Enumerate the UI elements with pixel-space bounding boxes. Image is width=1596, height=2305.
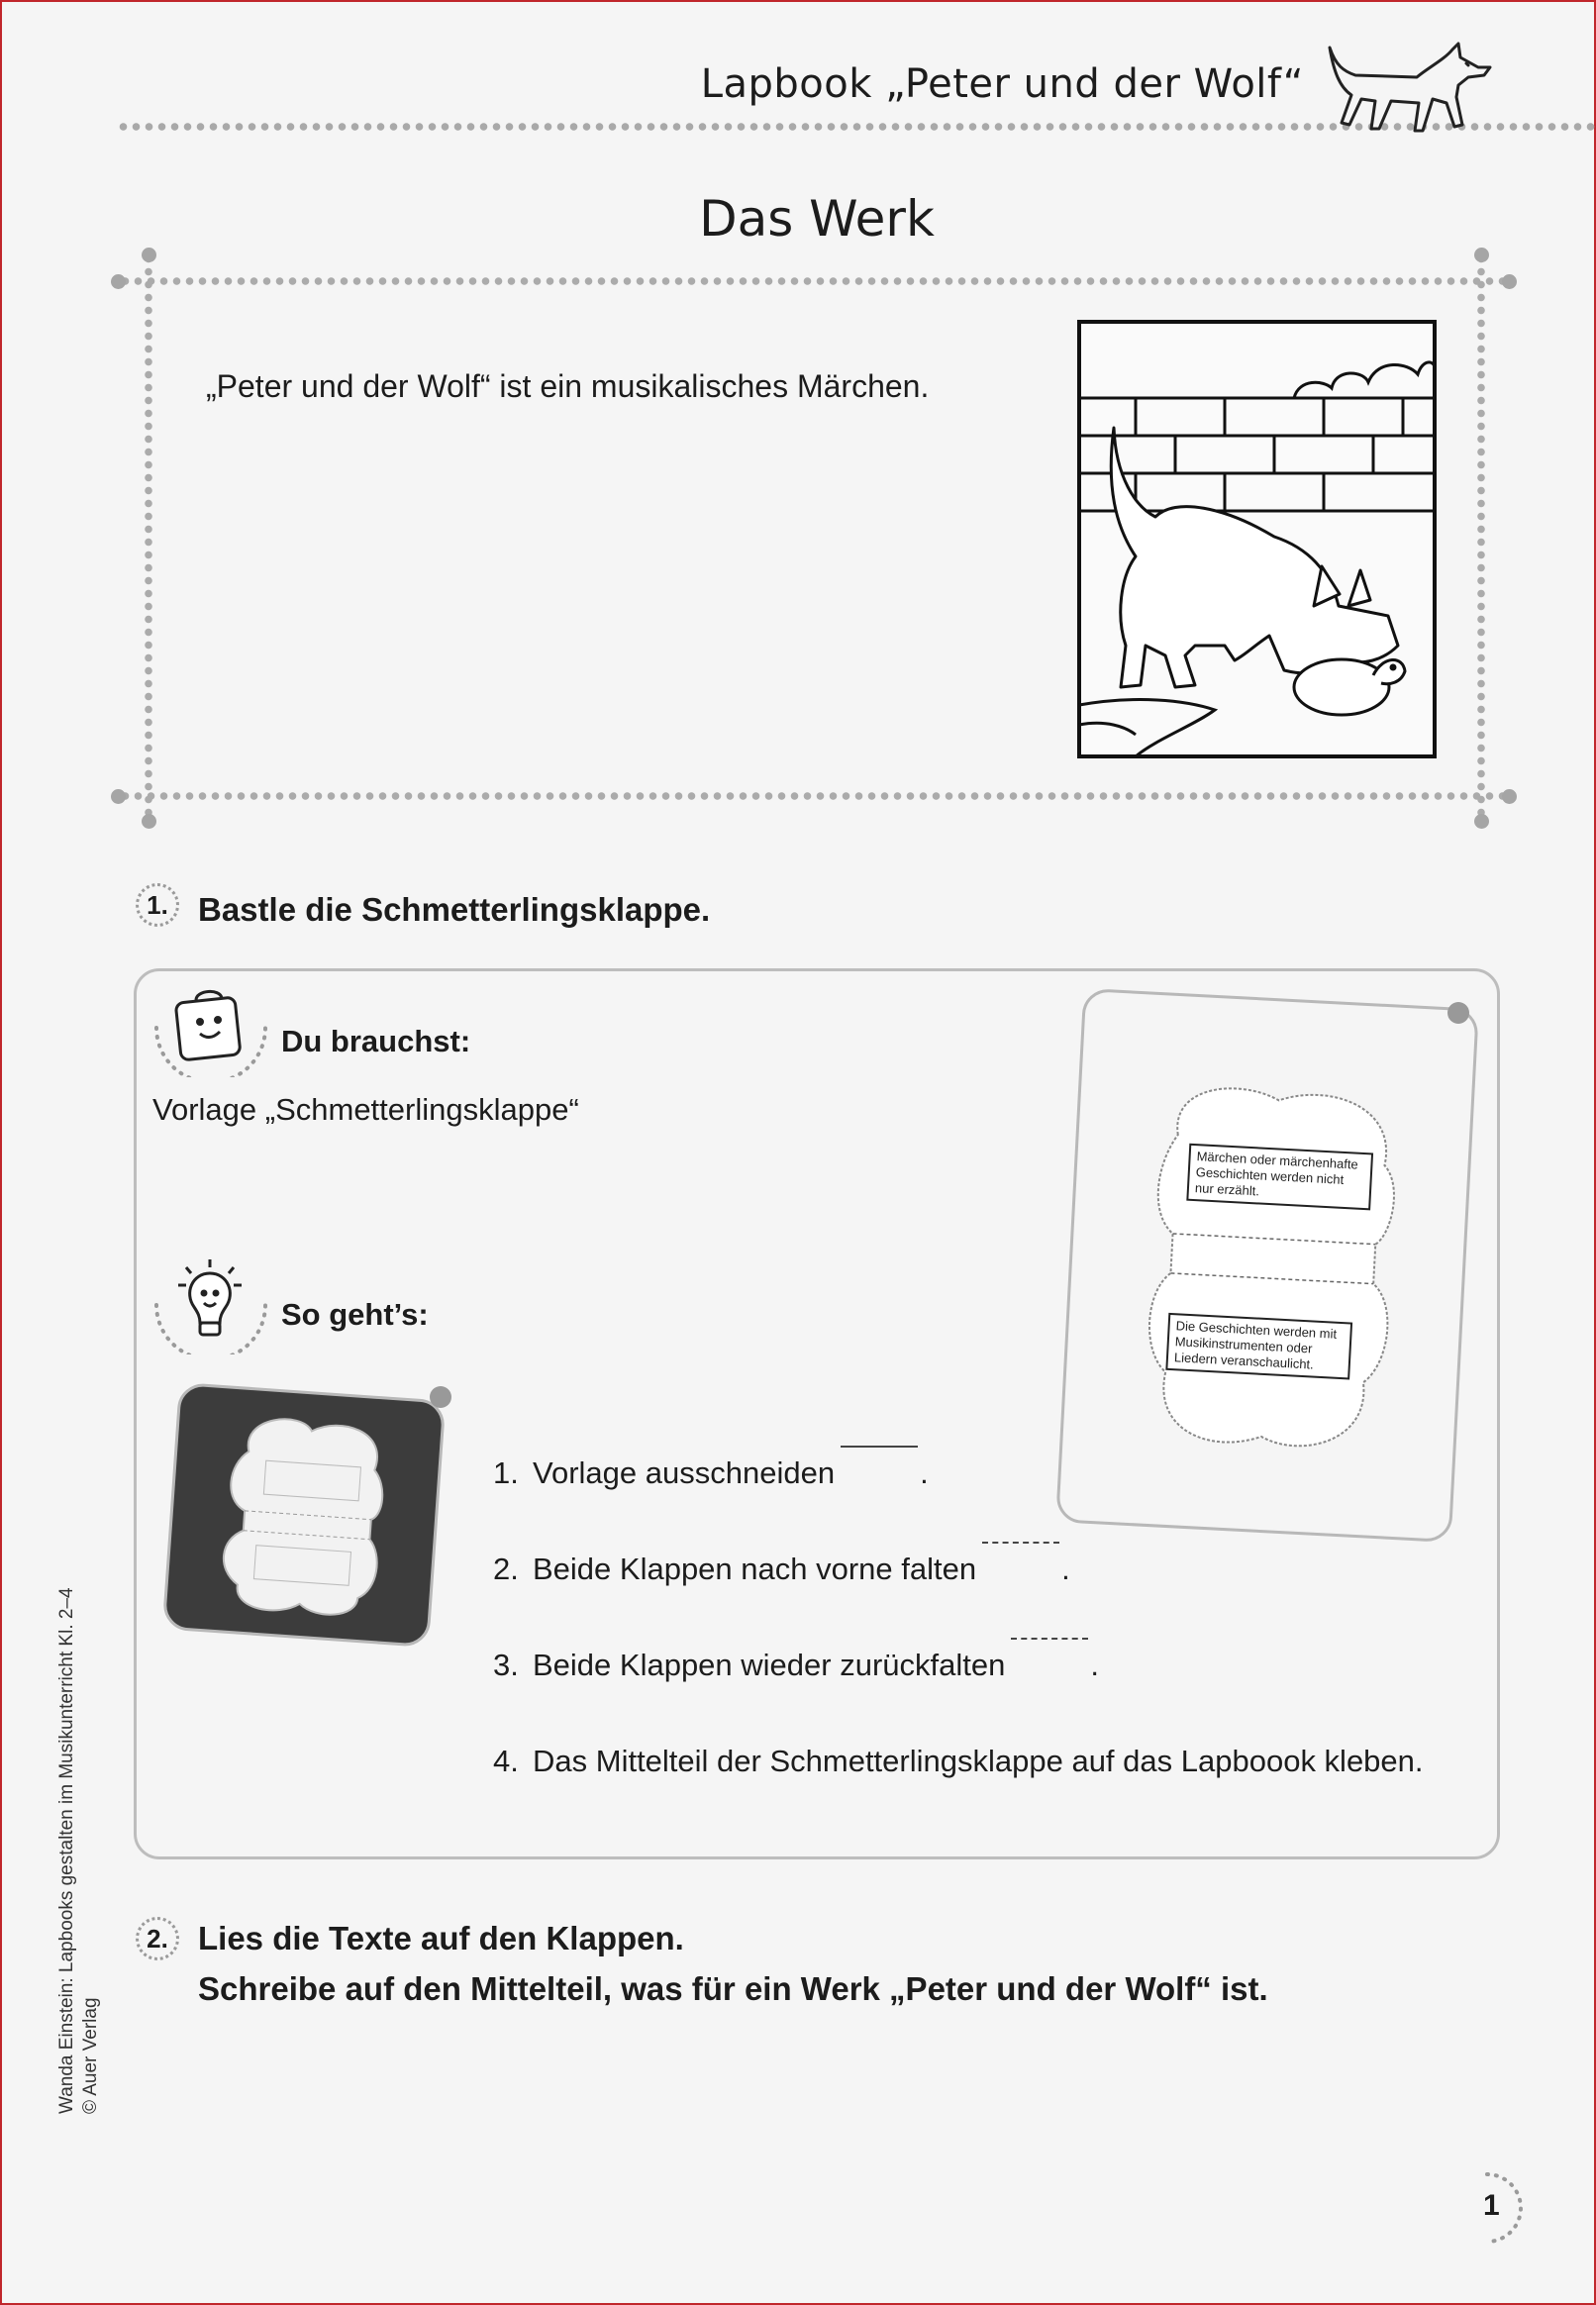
flap-bottom-text: Die Geschichten werden mit Musikinstrumenten oder Liedern veranschaulicht. bbox=[1165, 1313, 1352, 1380]
frame-dot bbox=[1502, 789, 1517, 804]
task-2-line-2: Schreibe auf den Mittelteil, was für ein Werk „Peter und der Wolf“ ist. bbox=[198, 1970, 1268, 2007]
step-number: 1. bbox=[493, 1455, 519, 1490]
materials-label: Du brauchst: bbox=[281, 1024, 471, 1058]
cut-line-icon bbox=[841, 1446, 918, 1448]
step-1 bbox=[493, 1455, 1424, 1552]
butterfly-flap-template bbox=[1122, 1073, 1428, 1464]
pin-icon bbox=[430, 1386, 451, 1408]
frame-dot bbox=[1502, 274, 1517, 289]
wolf-icon bbox=[1322, 38, 1510, 147]
instructions-label: So geht’s: bbox=[281, 1297, 429, 1332]
step-text: Beide Klappen nach vorne falten bbox=[533, 1552, 977, 1586]
step-3 bbox=[493, 1648, 1424, 1744]
task-number-badge: 2. bbox=[136, 1917, 179, 1960]
intro-text: „Peter und der Wolf“ ist ein musikalisches Märchen. bbox=[206, 368, 930, 404]
credit-line-2: © Auer Verlag bbox=[80, 1997, 101, 2114]
instruction-steps bbox=[493, 1455, 1424, 1840]
step-number: 3. bbox=[493, 1648, 519, 1682]
step-end: . bbox=[920, 1455, 929, 1490]
intro-box-top-border bbox=[119, 277, 1515, 285]
fold-line-icon bbox=[982, 1542, 1059, 1544]
step-end: . bbox=[1090, 1648, 1099, 1682]
intro-box-left-border bbox=[145, 252, 152, 819]
step-text: Vorlage ausschneiden bbox=[533, 1455, 836, 1490]
step-number: 4. bbox=[493, 1744, 519, 1778]
task-2-line-1: Lies die Texte auf den Klappen. bbox=[198, 1920, 684, 1956]
task-2-text bbox=[198, 1913, 1268, 2014]
folded-flap-photo bbox=[208, 1410, 400, 1620]
step-end: . bbox=[1061, 1552, 1070, 1586]
task-1-text: Bastle die Schmetterlingsklappe. bbox=[198, 891, 711, 928]
fold-line-icon bbox=[1011, 1638, 1088, 1640]
lightbulb-icon bbox=[149, 1255, 272, 1354]
frame-dot bbox=[1474, 248, 1489, 262]
pin-icon bbox=[1447, 1002, 1469, 1024]
header-title: Lapbook „Peter und der Wolf“ bbox=[700, 61, 1304, 107]
frame-dot bbox=[1474, 814, 1489, 829]
flap-top-text: Märchen oder märchenhafte Geschichten werden nicht nur erzählt. bbox=[1186, 1144, 1373, 1211]
credit-line-1: Wanda Einstein: Lapbooks gestalten im Musikunterricht Kl. 2–4 bbox=[56, 1587, 77, 2114]
frame-dot bbox=[111, 274, 126, 289]
wolf-with-duck-illustration bbox=[1076, 319, 1438, 759]
suitcase-icon bbox=[149, 988, 272, 1077]
intro-box-right-border bbox=[1477, 252, 1485, 819]
step-number: 2. bbox=[493, 1552, 519, 1586]
step-4 bbox=[493, 1744, 1424, 1840]
step-text: Das Mittelteil der Schmetterlingsklappe auf das Lapboook kleben. bbox=[533, 1744, 1424, 1778]
task-number-badge: 1. bbox=[136, 883, 179, 927]
materials-item: Vorlage „Schmetterlingsklappe“ bbox=[152, 1092, 579, 1127]
example-photo bbox=[162, 1382, 447, 1648]
publisher-credit bbox=[55, 1587, 103, 2114]
frame-dot bbox=[142, 814, 156, 829]
step-text: Beide Klappen wieder zurückfalten bbox=[533, 1648, 1006, 1682]
frame-dot bbox=[111, 789, 126, 804]
step-2 bbox=[493, 1552, 1424, 1648]
intro-box-bottom-border bbox=[119, 792, 1515, 800]
frame-dot bbox=[142, 248, 156, 262]
page-title: Das Werk bbox=[699, 190, 935, 248]
page-number: 1 bbox=[1483, 2189, 1500, 2222]
